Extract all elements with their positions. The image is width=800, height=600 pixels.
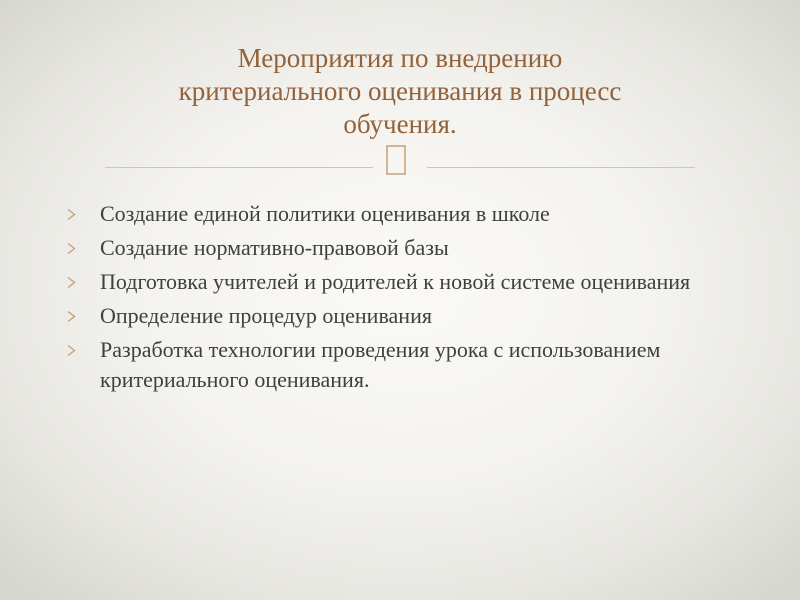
list-item (64, 199, 764, 229)
list-item-text: Определение процедур оценивания (100, 303, 432, 328)
title-line: Мероприятия по внедрению (237, 43, 563, 73)
arrow-bullet-icon (66, 344, 77, 357)
list-item (64, 301, 764, 331)
title-line: критериального оценивания в процесс (178, 76, 622, 106)
title-divider-right (427, 167, 695, 168)
arrow-bullet-icon (66, 276, 77, 289)
list-item-text: Разработка технологии проведения урока с использованием критериального оценивания. (100, 337, 661, 392)
list-item (64, 233, 764, 263)
list-item (64, 267, 764, 297)
arrow-bullet-icon (66, 242, 77, 255)
arrow-bullet-icon (66, 208, 77, 221)
list-item-text: Создание единой политики оценивания в школе (100, 201, 550, 226)
list-item-text: Создание нормативно-правовой базы (100, 235, 449, 260)
bullet-list (64, 199, 764, 399)
document-icon (384, 144, 408, 176)
slide-title (100, 42, 700, 141)
title-line: обучения. (343, 109, 457, 139)
list-item (64, 335, 764, 395)
list-item-text: Подготовка учителей и родителей к новой системе оценивания (100, 269, 691, 294)
title-divider-left (105, 167, 373, 168)
arrow-bullet-icon (66, 310, 77, 323)
